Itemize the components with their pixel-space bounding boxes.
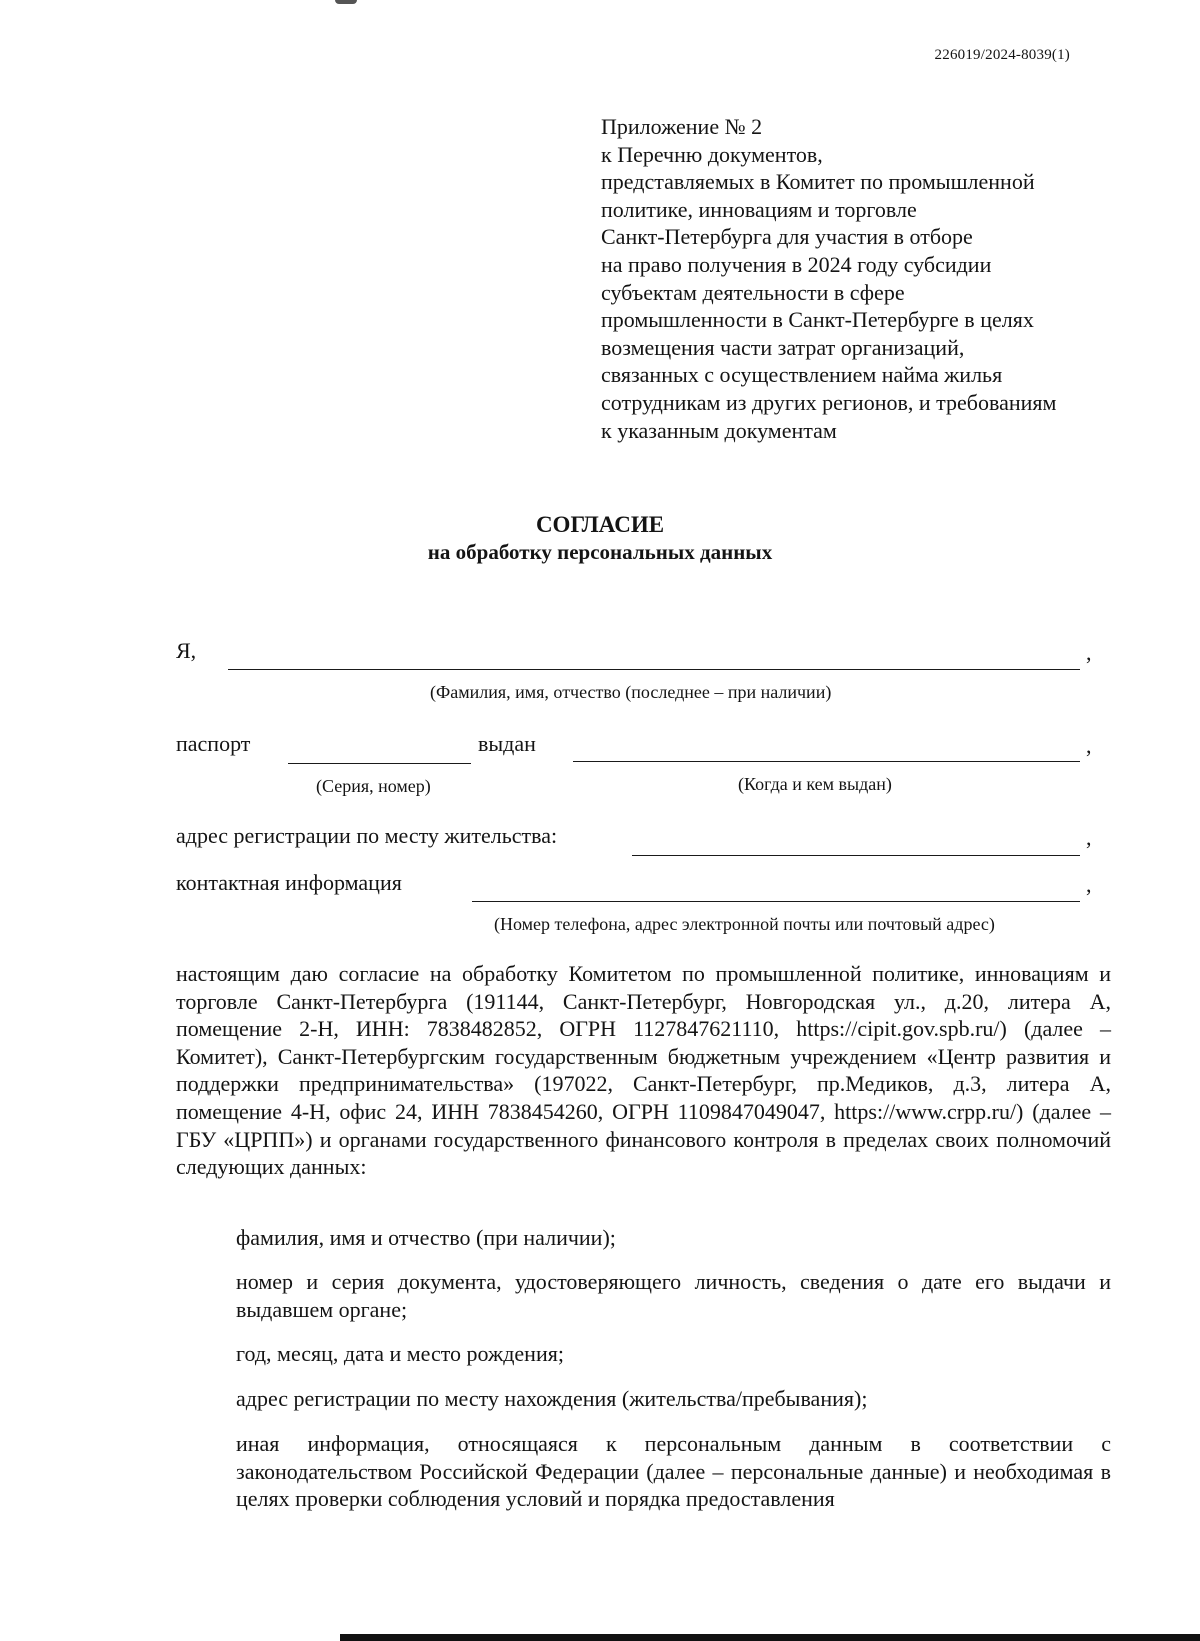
passport-issued-line[interactable] — [573, 761, 1080, 762]
list-item — [236, 1224, 1111, 1252]
appendix-line: Приложение № 2 — [601, 114, 763, 139]
address-label: адрес регистрации по месту жительства: — [176, 823, 558, 848]
appendix-line: субъектам деятельности в сфере — [601, 279, 905, 305]
list-item — [236, 1430, 1111, 1513]
list-item-text: адрес регистрации по месту нахождения (жительства/пребывания); — [236, 1386, 868, 1411]
appendix-line: на право получения в 2024 году субсидии — [601, 251, 992, 277]
appendix-line: представляемых в Комитет по промышленной — [601, 169, 1035, 195]
comma: , — [1086, 872, 1092, 897]
consent-paragraph: настоящим даю согласие на обработку Комитетом по промышленной политике, инновациям и торговле Санкт-Петербурга (191144, Санкт-Петербург, Новгородская ул., д.20, литера А, помещение 2-Н, ИНН: 7838482852, ОГРН 1127847621110, https://cipit.gov.spb.ru/) (далее – Комитет), Санкт-Петербургским государственным бюджетным учреждением «Центр развития и поддержки предпринимательства» (197022, Санкт-Петербург, пр.Медиков, д.3, литера А, помещение 4-Н, офис 24, ИНН 7838454260, ОГРН 1109847049047, https://www.crpp.ru/) (далее – ГБУ «ЦРПП») и органами государственного финансового контроля в пределах своих полномочий следующих данных: — [176, 961, 1111, 1180]
appendix-line: к указанным документам — [601, 417, 837, 443]
passport-label: паспорт — [176, 731, 251, 756]
comma: , — [1086, 640, 1092, 665]
contact-hint: (Номер телефона, адрес электронной почты или почтовый адрес) — [494, 914, 995, 934]
appendix-line: Санкт-Петербурга для участия в отборе — [601, 224, 973, 250]
scan-artifact — [340, 1634, 1200, 1641]
fio-line[interactable] — [228, 669, 1080, 670]
list-item — [236, 1385, 1111, 1413]
list-item-text: иная информация, относящаяся к персональным данным в соответствии с законодательством Российской Федерации (далее – персональные данные) и необходимая в целях проверки соблюдения условий и порядка предоставления — [236, 1431, 1111, 1512]
appendix-line: сотрудникам из других регионов, и требованиям — [601, 389, 1057, 415]
appendix-line: связанных с осуществлением найма жилья — [601, 362, 1003, 388]
list-item-text: фамилия, имя и отчество (при наличии); — [236, 1225, 616, 1250]
appendix-line: промышленности в Санкт-Петербурге в целях — [601, 307, 1034, 333]
list-item-text: номер и серия документа, удостоверяющего личность, сведения о дате его выдачи и выдавшем органе; — [236, 1269, 1111, 1322]
list-item — [236, 1340, 1111, 1368]
appendix-line: возмещения части затрат организаций, — [601, 334, 965, 360]
comma: , — [1086, 825, 1092, 850]
address-line[interactable] — [632, 855, 1080, 856]
document-title: СОГЛАСИЕ — [535, 512, 665, 537]
comma: , — [1086, 733, 1092, 758]
appendix-note — [601, 113, 1121, 444]
series-hint: (Серия, номер) — [316, 776, 431, 796]
i-label: Я, — [176, 638, 197, 663]
passport-series-line[interactable] — [288, 763, 471, 764]
issued-label: выдан — [478, 731, 536, 756]
fio-hint: (Фамилия, имя, отчество (последнее – при наличии) — [430, 682, 832, 702]
contact-line[interactable] — [472, 901, 1080, 902]
list-item-text: год, месяц, дата и место рождения; — [236, 1341, 564, 1366]
issued-hint: (Когда и кем выдан) — [738, 774, 892, 794]
scan-artifact — [335, 0, 357, 4]
contact-label: контактная информация — [176, 870, 402, 895]
document-number: 226019/2024-8039(1) — [934, 47, 1070, 63]
document-subtitle: на обработку персональных данных — [427, 540, 773, 564]
consent-body — [176, 960, 1111, 1181]
appendix-line: политике, инновациям и торговле — [601, 196, 917, 222]
appendix-line: к Перечню документов, — [601, 141, 823, 167]
list-item — [236, 1268, 1111, 1323]
